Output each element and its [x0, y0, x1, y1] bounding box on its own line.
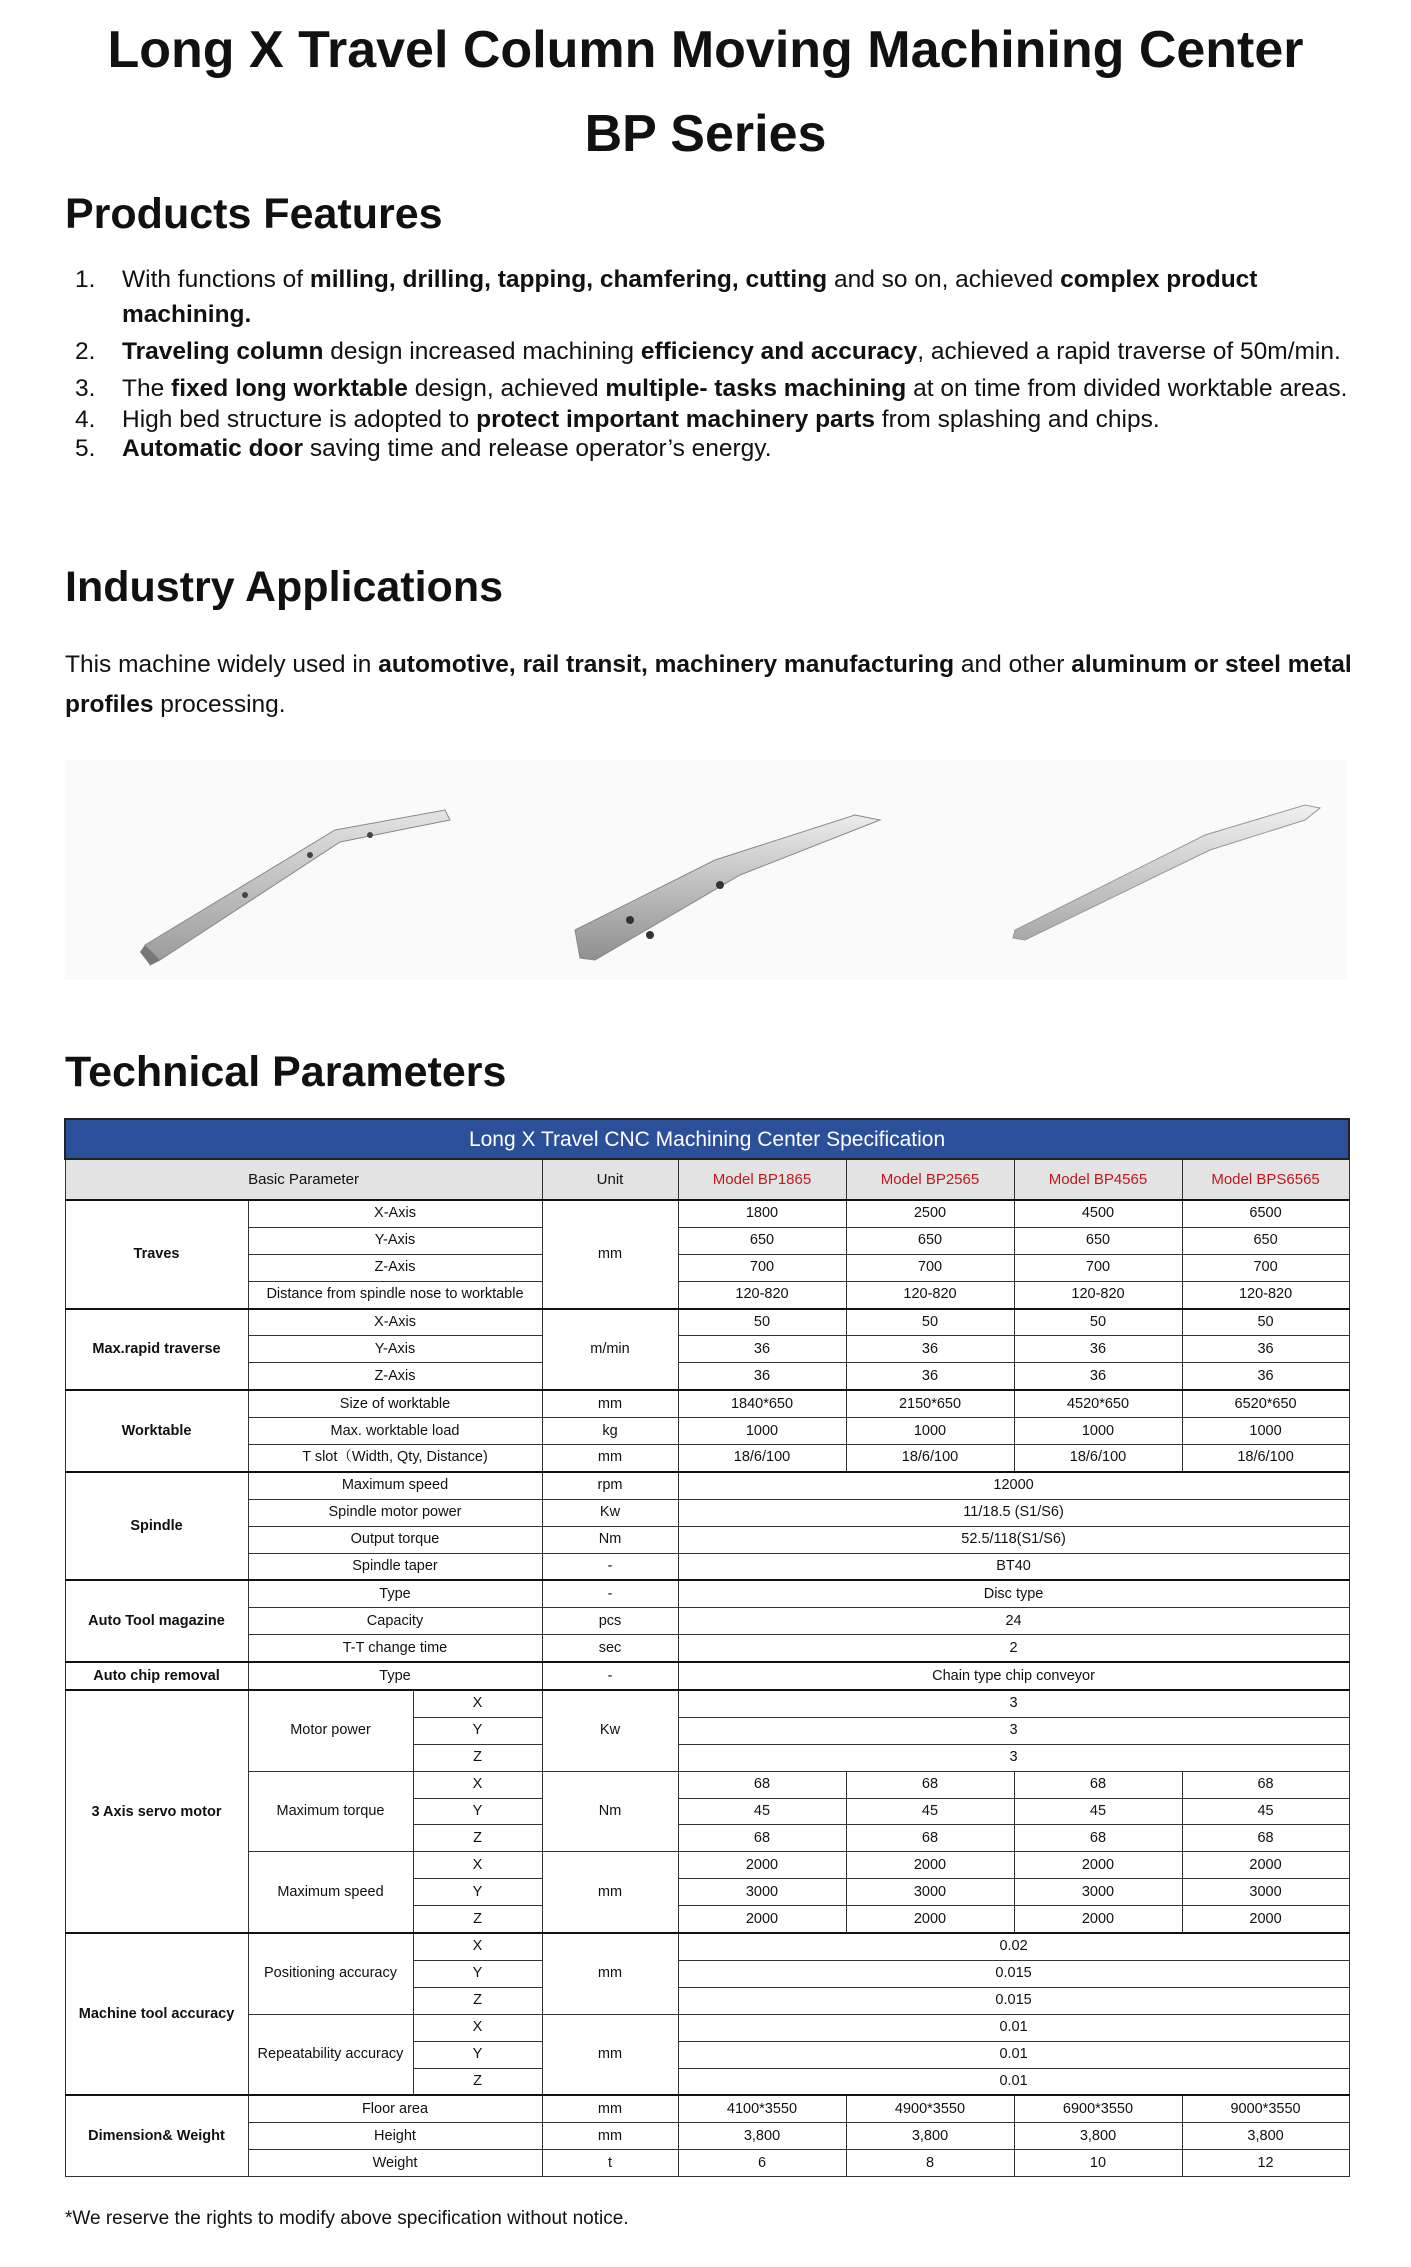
value-cell: 36 — [1182, 1336, 1349, 1363]
text: processing. — [153, 691, 286, 718]
value-cell: 68 — [1182, 1771, 1349, 1798]
value-cell: 6500 — [1182, 1200, 1349, 1227]
value-cell: 12000 — [678, 1472, 1349, 1499]
group-label: 3 Axis servo motor — [65, 1690, 248, 1933]
feature-item — [65, 334, 1355, 369]
value-cell: 700 — [1014, 1254, 1182, 1281]
value-cell: 50 — [1014, 1309, 1182, 1336]
value-cell: 1000 — [1182, 1418, 1349, 1445]
value-cell: 18/6/100 — [1182, 1445, 1349, 1472]
table-row — [65, 1281, 1349, 1308]
parameter-label: Capacity — [248, 1608, 542, 1635]
value-cell: 45 — [1182, 1798, 1349, 1825]
feature-number: 5. — [75, 435, 96, 462]
unit-cell: mm — [542, 1852, 678, 1933]
text: at on time from divided worktable areas. — [906, 375, 1348, 402]
value-cell: 1000 — [846, 1418, 1014, 1445]
unit-cell: rpm — [542, 1472, 678, 1499]
parameter-label: Z-Axis — [248, 1363, 542, 1390]
table-row — [65, 1662, 1349, 1690]
value-cell: 2000 — [846, 1906, 1014, 1933]
table-row — [65, 1418, 1349, 1445]
axis-label: Z — [413, 2068, 542, 2095]
table-row — [65, 1200, 1349, 1227]
table-row — [65, 2150, 1349, 2177]
value-cell: 4100*3550 — [678, 2095, 846, 2122]
value-cell: 6520*650 — [1182, 1390, 1349, 1417]
axis-label: Z — [413, 1744, 542, 1771]
unit-cell: mm — [542, 2123, 678, 2150]
unit-cell: Nm — [542, 1526, 678, 1553]
feature-number: 2. — [75, 338, 96, 365]
sub-parameter-label: Maximum speed — [248, 1852, 413, 1933]
axis-label: X — [413, 1933, 542, 1960]
text: design, achieved — [407, 375, 606, 402]
table-row — [65, 2095, 1349, 2122]
unit-cell: - — [542, 1580, 678, 1607]
bold-text: complex product machining. — [122, 266, 1258, 328]
value-cell: 68 — [1014, 1771, 1182, 1798]
value-cell: 3000 — [678, 1879, 846, 1906]
parameter-label: Weight — [248, 2150, 542, 2177]
parameter-label: Spindle taper — [248, 1553, 542, 1580]
axis-label: Z — [413, 1906, 542, 1933]
value-cell: 3,800 — [1014, 2123, 1182, 2150]
table-header-row — [65, 1159, 1349, 1200]
axis-label: X — [413, 1852, 542, 1879]
value-cell: 2000 — [678, 1906, 846, 1933]
table-row — [65, 1309, 1349, 1336]
value-cell: 18/6/100 — [678, 1445, 846, 1472]
value-cell: 2000 — [678, 1852, 846, 1879]
value-cell: 120-820 — [1014, 1281, 1182, 1308]
feature-item — [65, 431, 1355, 466]
group-label: Max.rapid traverse — [65, 1309, 248, 1391]
unit-cell: mm — [542, 2014, 678, 2095]
bold-text: multiple- tasks machining — [605, 375, 907, 402]
parameter-label: Floor area — [248, 2095, 542, 2122]
table-row — [65, 1580, 1349, 1607]
value-cell: 2000 — [1182, 1852, 1349, 1879]
value-cell: 650 — [1182, 1227, 1349, 1254]
value-cell: 2500 — [846, 1200, 1014, 1227]
value-cell: 120-820 — [678, 1281, 846, 1308]
page-title-line1: Long X Travel Column Moving Machining Center — [107, 21, 1304, 79]
value-cell: 36 — [678, 1336, 846, 1363]
feature-number: 1. — [75, 266, 96, 293]
value-cell: 68 — [1182, 1825, 1349, 1852]
table-caption: Long X Travel CNC Machining Center Specification — [65, 1119, 1349, 1159]
value-cell: 650 — [846, 1227, 1014, 1254]
table-row — [65, 1933, 1349, 1960]
value-cell: 2 — [678, 1635, 1349, 1662]
value-cell: 700 — [846, 1254, 1014, 1281]
value-cell: 36 — [1014, 1363, 1182, 1390]
value-cell: 4900*3550 — [846, 2095, 1014, 2122]
table-row — [65, 1526, 1349, 1553]
unit-cell: - — [542, 1662, 678, 1690]
table-row — [65, 1635, 1349, 1662]
parameter-label: X-Axis — [248, 1309, 542, 1336]
axis-label: Y — [413, 1960, 542, 1987]
parameter-label: Y-Axis — [248, 1336, 542, 1363]
unit-cell: mm — [542, 1200, 678, 1309]
bold-text: automotive, rail transit, machinery manufacturing — [378, 651, 955, 678]
product-photos — [65, 760, 1347, 980]
specification-table — [64, 1118, 1350, 2177]
unit-cell: sec — [542, 1635, 678, 1662]
unit-cell: Kw — [542, 1690, 678, 1771]
group-label: Worktable — [65, 1390, 248, 1472]
header-model: Model BP1865 — [678, 1159, 846, 1200]
text: , achieved a rapid traverse of 50m/min. — [917, 338, 1341, 365]
value-cell: 36 — [1014, 1336, 1182, 1363]
value-cell: 8 — [846, 2150, 1014, 2177]
text: and so on, achieved — [827, 266, 1061, 293]
value-cell: 3,800 — [1182, 2123, 1349, 2150]
text: saving time and release operator’s energy. — [303, 435, 772, 462]
header-model: Model BP4565 — [1014, 1159, 1182, 1200]
value-cell: 68 — [846, 1771, 1014, 1798]
table-row — [65, 1472, 1349, 1499]
page-title-line2: BP Series — [584, 105, 827, 163]
page-title — [0, 8, 1411, 176]
value-cell: 68 — [846, 1825, 1014, 1852]
value-cell: 68 — [1014, 1825, 1182, 1852]
bold-text: efficiency and accuracy — [640, 338, 918, 365]
value-cell: 2000 — [1182, 1906, 1349, 1933]
axis-label: X — [413, 2014, 542, 2041]
value-cell: 18/6/100 — [846, 1445, 1014, 1472]
value-cell: 50 — [678, 1309, 846, 1336]
value-cell: 120-820 — [1182, 1281, 1349, 1308]
value-cell: 2150*650 — [846, 1390, 1014, 1417]
bold-text: fixed long worktable — [171, 375, 408, 402]
table-row — [65, 1445, 1349, 1472]
table-row — [65, 1390, 1349, 1417]
table-row — [65, 1608, 1349, 1635]
group-label: Auto chip removal — [65, 1662, 248, 1690]
value-cell: 0.015 — [678, 1960, 1349, 1987]
value-cell: 0.01 — [678, 2068, 1349, 2095]
value-cell: 4520*650 — [1014, 1390, 1182, 1417]
value-cell: 0.015 — [678, 1987, 1349, 2014]
value-cell: 9000*3550 — [1182, 2095, 1349, 2122]
value-cell: 45 — [1014, 1798, 1182, 1825]
value-cell: Chain type chip conveyor — [678, 1662, 1349, 1690]
parameter-label: Spindle motor power — [248, 1499, 542, 1526]
value-cell: BT40 — [678, 1553, 1349, 1580]
value-cell: 50 — [1182, 1309, 1349, 1336]
value-cell: 1000 — [678, 1418, 846, 1445]
parameter-label: Z-Axis — [248, 1254, 542, 1281]
text: High bed structure is adopted to — [122, 406, 477, 433]
bold-text: protect important machinery parts — [476, 406, 875, 433]
value-cell: 50 — [846, 1309, 1014, 1336]
bold-text: Traveling column — [122, 338, 324, 365]
sub-parameter-label: Motor power — [248, 1690, 413, 1771]
features-list — [65, 262, 1355, 466]
text: With functions of — [122, 266, 310, 293]
bold-text: aluminum or steel metal profiles — [65, 651, 1352, 718]
profile-photo-3 — [1005, 790, 1335, 980]
parameter-label: Distance from spindle nose to worktable — [248, 1281, 542, 1308]
bold-text: milling, drilling, tapping, chamfering, cutting — [309, 266, 828, 293]
table-row — [65, 2014, 1349, 2041]
group-label: Spindle — [65, 1472, 248, 1581]
header-model: Model BPS6565 — [1182, 1159, 1349, 1200]
unit-cell: mm — [542, 2095, 678, 2122]
profile-photo-1 — [125, 790, 475, 980]
feature-item — [65, 262, 1355, 332]
parameter-label: Max. worktable load — [248, 1418, 542, 1445]
text: from splashing and chips. — [875, 406, 1160, 433]
value-cell: 36 — [1182, 1363, 1349, 1390]
value-cell: 45 — [678, 1798, 846, 1825]
axis-label: Y — [413, 1717, 542, 1744]
table-row — [65, 1553, 1349, 1580]
value-cell: 45 — [846, 1798, 1014, 1825]
value-cell: 3000 — [1014, 1879, 1182, 1906]
unit-cell: Kw — [542, 1499, 678, 1526]
value-cell: 36 — [678, 1363, 846, 1390]
header-unit: Unit — [542, 1159, 678, 1200]
parameter-label: Y-Axis — [248, 1227, 542, 1254]
group-label: Traves — [65, 1200, 248, 1309]
table-caption-row — [65, 1119, 1349, 1159]
axis-label: Y — [413, 2041, 542, 2068]
feature-item — [65, 371, 1355, 406]
group-label: Dimension& Weight — [65, 2095, 248, 2176]
table-row — [65, 1254, 1349, 1281]
sub-parameter-label: Repeatability accuracy — [248, 2014, 413, 2095]
value-cell: 18/6/100 — [1014, 1445, 1182, 1472]
value-cell: 3 — [678, 1744, 1349, 1771]
parameter-label: Type — [248, 1662, 542, 1690]
unit-cell: Nm — [542, 1771, 678, 1852]
value-cell: 36 — [846, 1336, 1014, 1363]
value-cell: 10 — [1014, 2150, 1182, 2177]
value-cell: 3 — [678, 1690, 1349, 1717]
value-cell: 3,800 — [678, 2123, 846, 2150]
unit-cell: kg — [542, 1418, 678, 1445]
sub-parameter-label: Positioning accuracy — [248, 1933, 413, 2014]
table-row — [65, 1499, 1349, 1526]
value-cell: 2000 — [1014, 1852, 1182, 1879]
features-heading: Products Features — [65, 190, 443, 238]
value-cell: 11/18.5 (S1/S6) — [678, 1499, 1349, 1526]
value-cell: 4500 — [1014, 1200, 1182, 1227]
parameter-label: T-T change time — [248, 1635, 542, 1662]
text: design increased machining — [323, 338, 641, 365]
value-cell: 6 — [678, 2150, 846, 2177]
sub-parameter-label: Maximum torque — [248, 1771, 413, 1852]
value-cell: 24 — [678, 1608, 1349, 1635]
unit-cell: pcs — [542, 1608, 678, 1635]
group-label: Auto Tool magazine — [65, 1580, 248, 1662]
group-label: Machine tool accuracy — [65, 1933, 248, 2095]
value-cell: 6900*3550 — [1014, 2095, 1182, 2122]
value-cell: 650 — [1014, 1227, 1182, 1254]
table-row — [65, 1336, 1349, 1363]
unit-cell: m/min — [542, 1309, 678, 1391]
text: The — [122, 375, 172, 402]
parameter-label: Maximum speed — [248, 1472, 542, 1499]
value-cell: 0.01 — [678, 2041, 1349, 2068]
profile-photo-2 — [555, 790, 905, 980]
table-row — [65, 2123, 1349, 2150]
unit-cell: mm — [542, 1445, 678, 1472]
axis-label: X — [413, 1690, 542, 1717]
value-cell: 3000 — [846, 1879, 1014, 1906]
table-row — [65, 1852, 1349, 1879]
feature-number: 3. — [75, 375, 96, 402]
value-cell: 12 — [1182, 2150, 1349, 2177]
axis-label: X — [413, 1771, 542, 1798]
unit-cell: - — [542, 1553, 678, 1580]
text: This machine widely used in — [65, 651, 379, 678]
value-cell: 700 — [678, 1254, 846, 1281]
bold-text: Automatic door — [122, 435, 304, 462]
table-row — [65, 1771, 1349, 1798]
value-cell: 1840*650 — [678, 1390, 846, 1417]
feature-number: 4. — [75, 406, 96, 433]
value-cell: 3,800 — [846, 2123, 1014, 2150]
table-row — [65, 1227, 1349, 1254]
value-cell: 650 — [678, 1227, 846, 1254]
value-cell: 68 — [678, 1771, 846, 1798]
value-cell: 0.02 — [678, 1933, 1349, 1960]
unit-cell: t — [542, 2150, 678, 2177]
value-cell: 700 — [1182, 1254, 1349, 1281]
parameter-label: Output torque — [248, 1526, 542, 1553]
header-model: Model BP2565 — [846, 1159, 1014, 1200]
value-cell: 2000 — [1014, 1906, 1182, 1933]
axis-label: Z — [413, 1987, 542, 2014]
unit-cell: mm — [542, 1933, 678, 2014]
axis-label: Z — [413, 1825, 542, 1852]
applications-text — [65, 645, 1365, 725]
unit-cell: mm — [542, 1390, 678, 1417]
text: and other — [954, 651, 1072, 678]
parameter-label: Height — [248, 2123, 542, 2150]
value-cell: 3000 — [1182, 1879, 1349, 1906]
parameter-label: T slot（Width, Qty, Distance) — [248, 1445, 542, 1472]
parameter-label: Size of worktable — [248, 1390, 542, 1417]
value-cell: Disc type — [678, 1580, 1349, 1607]
parameter-label: Type — [248, 1580, 542, 1607]
applications-heading: Industry Applications — [65, 563, 503, 611]
technical-heading: Technical Parameters — [65, 1048, 507, 1096]
value-cell: 1000 — [1014, 1418, 1182, 1445]
footnote: *We reserve the rights to modify above specification without notice. — [65, 2208, 629, 2229]
value-cell: 52.5/118(S1/S6) — [678, 1526, 1349, 1553]
value-cell: 3 — [678, 1717, 1349, 1744]
value-cell: 1800 — [678, 1200, 846, 1227]
value-cell: 0.01 — [678, 2014, 1349, 2041]
axis-label: Y — [413, 1798, 542, 1825]
value-cell: 120-820 — [846, 1281, 1014, 1308]
table-row — [65, 1690, 1349, 1717]
table-row — [65, 1363, 1349, 1390]
parameter-label: X-Axis — [248, 1200, 542, 1227]
header-basic-parameter: Basic Parameter — [65, 1159, 542, 1200]
value-cell: 68 — [678, 1825, 846, 1852]
value-cell: 2000 — [846, 1852, 1014, 1879]
axis-label: Y — [413, 1879, 542, 1906]
value-cell: 36 — [846, 1363, 1014, 1390]
